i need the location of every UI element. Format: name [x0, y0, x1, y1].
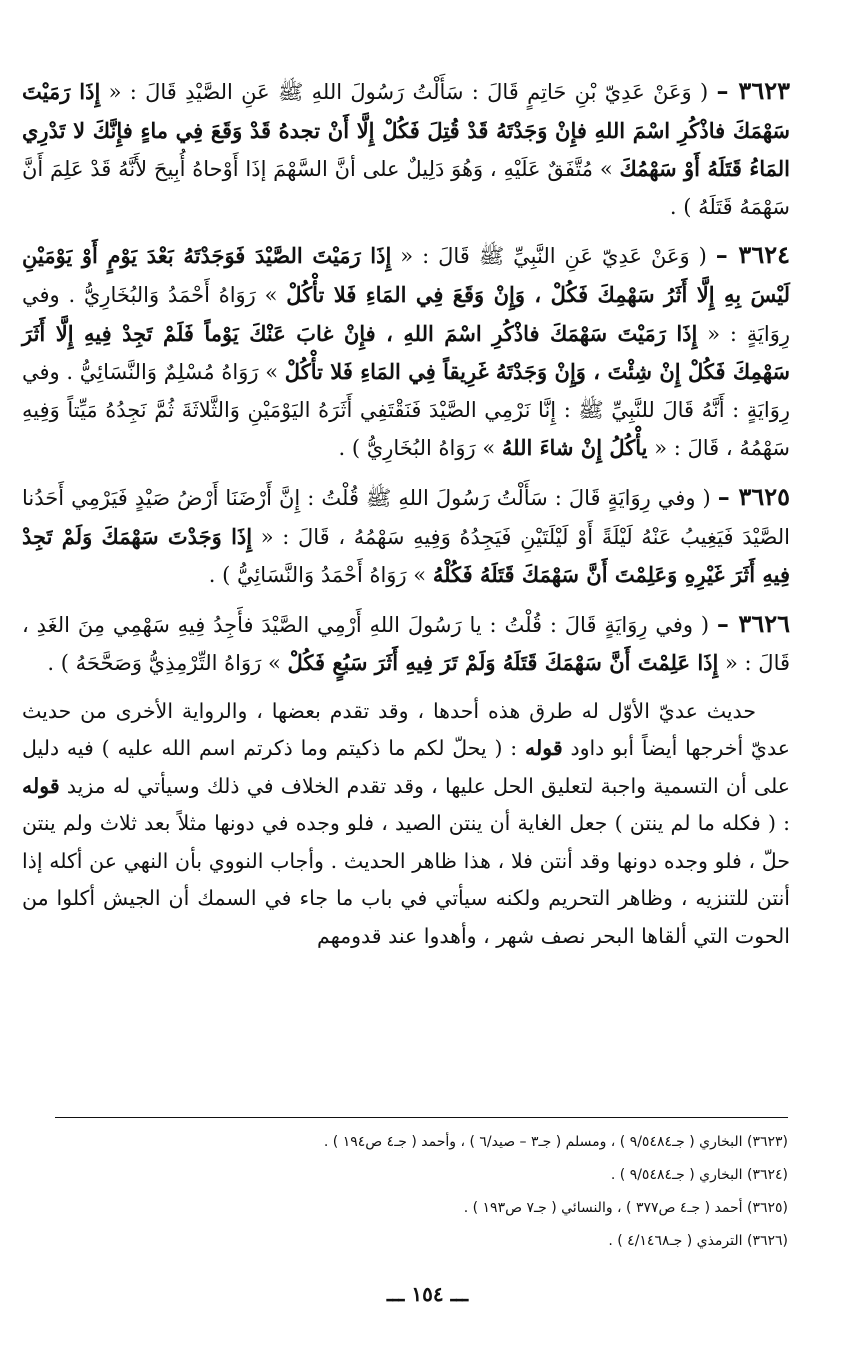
footnote-3626: (٣٦٢٦) الترمذي ( جـ٤/١٤٦٨ ) .	[608, 1233, 788, 1249]
footnote-3625: (٣٦٢٥) أحمد ( جـ٤ ص٣٧٧ ) ، والنسائي ( جـ٧ ص١٩٣ ) .	[463, 1200, 788, 1216]
hadith-rest: » مُتَّفَقٌ عَلَيْهِ ، وَهُوَ دَلِيلٌ على أنَّ السَّهْمَ إذَا أَوْحاهُ أُبِيحَ لأَنَّهُ قَدْ عَلِمَ أَنَّ سَهْمَهُ قَتَلَهُ ) .	[22, 157, 790, 219]
hadith-3623	[22, 72, 790, 226]
commentary-text-1: حديث عديّ الأوّل له طرق هذه أحدها ، وقد تقدم بعضها ، والرواية الأخرى من حديث عديّ أخرجها أيضاً أبو داود	[22, 698, 790, 761]
commentary-paragraph	[22, 693, 790, 956]
hadith-intro: ( وَعَنْ عَدِيّ بْنِ حَاتِمٍ قَالَ : سَأَلْتُ رَسُولَ اللهِ ﷺ عَنِ الصَّيْدِ قَالَ : «	[108, 80, 709, 104]
qawluhu-label-1: قوله	[525, 736, 563, 761]
hadith-text-bold: إِذَا عَلِمْتَ أَنَّ سَهْمَكَ قَتَلَهُ وَلَمْ تَرَ فِيهِ أَثَرَ سَبُعٍ فَكُلْ	[287, 650, 719, 676]
hadith-text-bold-2: إِذَا رَمَيْتَ سَهْمَكَ فاذْكُرِ اسْمَ اللهِ ، فإِنْ غابَ عَنْكَ يَوْماً فَلَمْ تَجِدْ فِيهِ إِلَّا أَثَرَ سَهْمِكَ فَكُلْ إِنْ شِئْتَ ، وَإِنْ وَجَدْتَهُ غَرِيقاً فِي المَاءِ فَلا تأْكُلْ	[22, 320, 790, 385]
hadith-rest: » رَوَاهُ أَحْمَدُ وَالنَّسَائِيُّ ) .	[208, 563, 427, 588]
hadith-number: ٣٦٢٣ –	[716, 76, 790, 105]
hadith-3624	[22, 236, 790, 468]
commentary-text-3: : ( فكله ما لم ينتن ) جعل الغاية أن ينتن الصيد ، فلو وجده في دونها مثلاً بعد ثلاث ولم ينتن حلّ ، فلو وجده دونها وقد أنتن فلا ، هذا ظاهر الحديث . وأجاب النووي بأن النهي عن أكله إذا أنتن للتنزيه ، وظاهر التحريم ولكنه سيأتي في باب ما جاء في السمك أن الجيش أكلوا من الحوت التي ألقاها البحر نصف شهر ، وأهدوا عند قدومهم	[22, 811, 790, 948]
page-body	[22, 72, 790, 955]
qawluhu-label-2: قوله	[22, 773, 60, 798]
hadith-text-bold-3: يأْكُلُ إِنْ شاءَ اللهُ	[501, 435, 648, 461]
hadith-intro: ( وَعَنْ عَدِيّ عَنِ النَّبِيِّ ﷺ قَالَ : «	[400, 244, 707, 269]
hadith-intro: ( وفي رِوَايَةٍ قَالَ : سَأَلْتُ رَسُولَ اللهِ ﷺ قُلْتُ : إِنَّ أَرْضَنَا أَرْضُ صَيْدٍ فَيَرْمِي أَحَدُنا الصَّيْدَ فَيَغِيبُ عَنْهُ لَيْلَةً أَوْ لَيْلَتَيْنِ فَيَجِدُهُ وَفِيهِ سَهْمُهُ ، قَالَ : «	[22, 485, 790, 549]
hadith-text-bold: إِذَا رَمَيْتَ الصَّيْدَ فَوَجَدْتَهُ بَعْدَ يَوْمٍ أَوْ يَوْمَيْنِ لَيْسَ بِهِ إِلَّا أَثَرُ سَهْمِكَ فَكُلْ ، وَإِنْ وَقَعَ فِي المَاءِ فَلا تأْكُلْ	[22, 243, 790, 307]
footnote-divider	[55, 1117, 788, 1118]
hadith-rest-3: » رَوَاهُ البُخَارِيُّ ) .	[338, 436, 496, 461]
hadith-3625	[22, 478, 790, 595]
hadith-text-bold: إِذَا وَجَدْتَ سَهْمَكَ وَلَمْ تَجِدْ فِيهِ أَثَرَ غَيْرِهِ وَعَلِمْتَ أَنَّ سَهْمَكَ قَتَلَهُ فَكُلْهُ	[22, 523, 790, 588]
commentary-text-2: : ( يحلّ لكم ما ذكيتم وما ذكرتم اسم الله عليه ) فيه دليل على أن التسمية واجبة لتعليق الحل عليها ، وقد تقدم الخلاف في ذلك وسيأتي له مزيد	[22, 736, 790, 798]
hadith-number: ٣٦٢٤ –	[715, 240, 790, 270]
hadith-intro: ( وفي رِوَايَةٍ قَالَ : قُلْتُ : يا رَسُولَ اللهِ أَرْمِي الصَّيْدَ فأَجِدُ فِيهِ سَهْمِي مِنَ الغَدِ ، قَالَ : «	[22, 612, 790, 676]
page-number: ـــ ١٥٤ ـــ	[386, 1282, 469, 1306]
hadith-text-bold: إِذَا رَمَيْتَ سَهْمَكَ فاذْكُرِ اسْمَ اللهِ فإِنْ وَجَدْتَهُ قَدْ قُتِلَ فَكُلْ إِلَّا أَنْ تجدهُ قَدْ وَقَعَ فِي ماءٍ فإِنَّكَ لا تَدْرِي المَاءُ قَتَلَهُ أَوْ سَهْمُكَ	[22, 79, 790, 182]
hadith-rest-2: » رَوَاهُ مُسْلِمٌ وَالنَّسَائِيُّ . وفي رِوَايَةٍ : أَنَّهُ قَالَ للنَّبِيِّ ﷺ : إِنَّا نَرْمِي الصَّيْدَ فَنَقْتَفِي أَثَرَهُ اليَوْمَيْنِ وَالثَّلاثَةَ ثُمَّ نَجِدُهُ مَيِّتاً وَفِيهِ سَهْمُهُ ، قَالَ : «	[22, 360, 790, 461]
hadith-3626	[22, 605, 790, 683]
hadith-rest: » رَوَاهُ أَحْمَدُ وَالبُخَارِيُّ . وفي رِوَايَةٍ : «	[22, 282, 790, 346]
footnote-3623: (٣٦٢٣) البخاري ( جـ٩/٥٤٨٤ ) ، ومسلم ( جـ٣ – صيد/٦ ) ، وأحمد ( جـ٤ ص١٩٤ ) .	[323, 1134, 788, 1150]
hadith-number: ٣٦٢٥ –	[717, 481, 790, 511]
hadith-rest: » رَوَاهُ التِّرْمِذِيُّ وَصَحَّحَهُ ) .	[47, 651, 281, 676]
footnotes	[60, 1126, 788, 1258]
hadith-number: ٣٦٢٦ –	[716, 608, 790, 638]
footnote-3624: (٣٦٢٤) البخاري ( جـ٩/٥٤٨٤ ) .	[610, 1167, 788, 1183]
